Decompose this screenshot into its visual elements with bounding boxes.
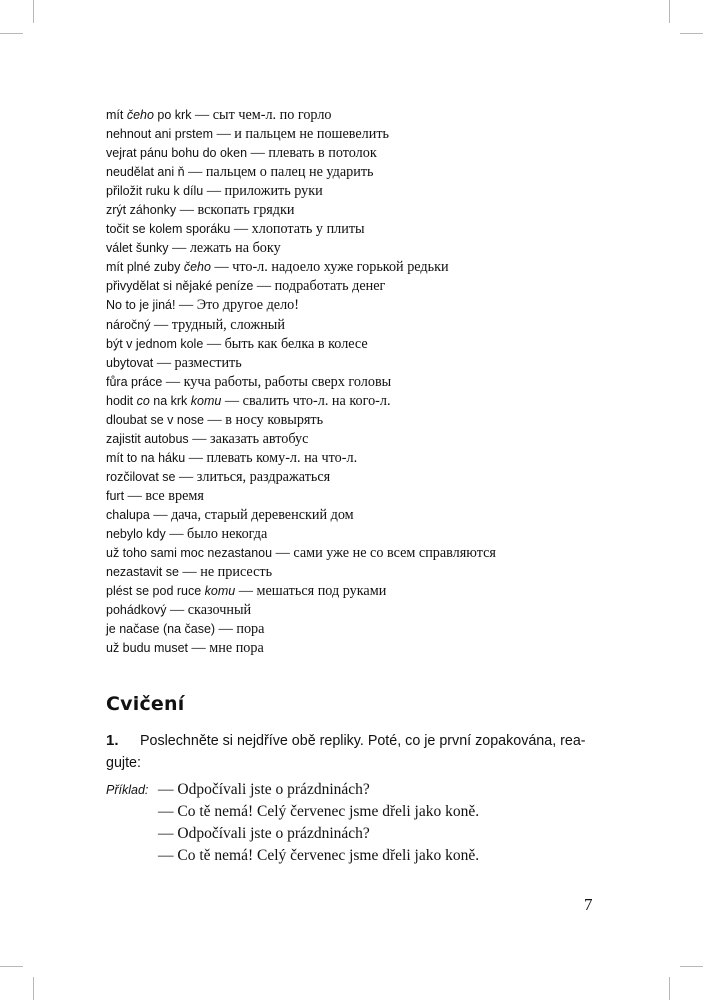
dash-separator: — xyxy=(247,145,269,162)
vocabulary-entry xyxy=(106,391,626,410)
dash-separator: — xyxy=(203,183,225,200)
russian-translation: лежать на боку xyxy=(189,240,281,257)
czech-term: ubytovat xyxy=(106,355,154,370)
czech-term: točit se kolem sporáku xyxy=(106,222,231,237)
czech-term: už toho sami moc nezastanou xyxy=(106,546,273,561)
russian-translation: пальцем о палец не ударить xyxy=(205,164,374,181)
dash-separator: — xyxy=(184,164,206,181)
dash-separator: — xyxy=(149,506,172,523)
vocabulary-entry xyxy=(106,372,626,391)
russian-translation: мешаться под руками xyxy=(256,583,387,600)
example-text: — Odpočívali jste o prázdninách? xyxy=(158,825,370,842)
czech-term: No to je jiná! xyxy=(106,298,176,313)
vocabulary-entry xyxy=(106,238,626,257)
russian-translation: вскопать грядки xyxy=(197,202,295,219)
dash-separator: — xyxy=(175,297,197,314)
crop-mark-top-right xyxy=(680,33,703,34)
russian-translation: Это другое дело! xyxy=(196,297,299,314)
example-text: — Co tě nemá! Celý červenec jsme dřeli jako koně. xyxy=(158,803,480,820)
czech-term: nezastavit se xyxy=(106,565,179,580)
vocabulary-entry xyxy=(106,410,626,429)
example-text: — Odpočívali jste o prázdninách? xyxy=(158,781,370,798)
vocabulary-entry xyxy=(106,467,626,486)
dash-separator: — xyxy=(253,278,275,295)
czech-term: hodit co na krk komu xyxy=(106,393,222,408)
russian-translation: сами уже не со всем справляются xyxy=(293,545,496,562)
russian-translation: плевать кому-л. на что-л. xyxy=(206,449,358,466)
exercise-1 xyxy=(106,730,602,774)
example-line xyxy=(106,823,626,845)
russian-translation: пора xyxy=(236,621,265,638)
russian-translation: сыт чем-л. по горло xyxy=(212,107,332,123)
vocabulary-entry xyxy=(106,124,626,143)
vocabulary-entry xyxy=(106,200,626,219)
vocabulary-entry xyxy=(106,353,626,372)
dash-separator: — xyxy=(188,640,210,657)
czech-term: válet šunky xyxy=(106,241,169,256)
czech-term: náročný xyxy=(106,317,151,332)
example-block xyxy=(106,779,626,867)
dash-separator: — xyxy=(230,221,252,238)
czech-term: přiložit ruku k dílu xyxy=(106,184,204,199)
vocabulary-list xyxy=(106,105,626,657)
czech-term: vejrat pánu bohu do oken xyxy=(106,146,248,161)
vocabulary-entry xyxy=(106,619,626,638)
crop-mark-top-left xyxy=(0,33,23,34)
dash-separator: — xyxy=(204,411,226,428)
czech-term: dloubat se v nose xyxy=(106,412,204,427)
dash-separator: — xyxy=(124,487,146,504)
vocabulary-entry xyxy=(106,543,626,562)
dash-separator: — xyxy=(210,259,233,276)
czech-term: být v jednom kole xyxy=(106,336,204,351)
vocabulary-entry xyxy=(106,334,626,353)
vocabulary-entry xyxy=(106,524,626,543)
crop-mark-bottom-right xyxy=(680,966,703,967)
vocabulary-entry xyxy=(106,257,626,276)
vocabulary-entry xyxy=(106,219,626,238)
vocabulary-entry xyxy=(106,505,626,524)
czech-term: nebylo kdy xyxy=(106,527,166,542)
czech-term: neudělat ani ň xyxy=(106,165,185,180)
russian-translation: заказать автобус xyxy=(209,430,309,447)
exercise-instruction-text: Poslechněte si nejdříve obě repliky. Poté, co je první zopakována, rea- xyxy=(140,733,586,749)
vocabulary-entry xyxy=(106,562,626,581)
russian-translation: быть как белка в колесе xyxy=(224,335,368,352)
vocabulary-entry xyxy=(106,581,626,600)
russian-translation: свалить что-л. на кого-л. xyxy=(242,392,391,409)
vocabulary-entry xyxy=(106,638,626,657)
czech-term: přivydělat si nějaké peníze xyxy=(106,279,254,294)
dash-separator: — xyxy=(213,126,235,143)
crop-mark-top-left-vertical xyxy=(33,0,34,23)
dash-separator: — xyxy=(176,202,198,219)
czech-term: zajistit autobus xyxy=(106,431,189,446)
dash-separator: — xyxy=(272,545,294,562)
crop-mark-bottom-right-vertical xyxy=(669,977,670,1000)
czech-term: mít čeho po krk xyxy=(106,108,192,122)
dash-separator: — xyxy=(235,583,257,600)
exercise-instruction-line-2: gujte: xyxy=(106,755,141,771)
vocabulary-entry xyxy=(106,143,626,162)
czech-term: mít plné zuby čeho xyxy=(106,260,211,275)
vocabulary-entry xyxy=(106,315,626,334)
dash-separator: — xyxy=(215,621,237,638)
exercise-number: 1. xyxy=(106,732,119,749)
crop-mark-bottom-left-vertical xyxy=(33,977,34,1000)
vocabulary-entry xyxy=(106,181,626,200)
example-text: — Co tě nemá! Celý červenec jsme dřeli jako koně. xyxy=(158,847,480,864)
dash-separator: — xyxy=(150,316,172,333)
vocabulary-entry xyxy=(106,295,626,314)
russian-translation: сказочный xyxy=(187,602,252,619)
dash-separator: — xyxy=(153,354,175,371)
czech-term: už budu muset xyxy=(106,641,188,656)
section-heading: Cvičení xyxy=(106,693,185,715)
dash-separator: — xyxy=(175,468,197,485)
russian-translation: не присесть xyxy=(200,564,273,581)
czech-term: fůra práce xyxy=(106,374,163,389)
dash-separator: — xyxy=(191,107,213,123)
czech-term: je načase (na čase) xyxy=(106,622,216,637)
russian-translation: трудный, сложный xyxy=(171,316,285,333)
dash-separator: — xyxy=(203,335,225,352)
czech-term: zrýt záhonky xyxy=(106,203,177,218)
vocabulary-entry xyxy=(106,486,626,505)
vocabulary-entry xyxy=(106,448,626,467)
exercise-instruction-line-1 xyxy=(106,730,602,752)
vocabulary-entry xyxy=(106,429,626,448)
vocabulary-entry xyxy=(106,600,626,619)
dash-separator: — xyxy=(165,526,188,543)
russian-translation: куча работы, работы сверх головы xyxy=(183,373,392,390)
czech-term: mít to na háku xyxy=(106,450,186,465)
dash-separator: — xyxy=(166,602,188,619)
czech-term: pohádkový xyxy=(106,603,167,618)
russian-translation: приложить руки xyxy=(224,183,323,200)
russian-translation: хлопотать у плиты xyxy=(251,221,365,238)
czech-term: plést se pod ruce komu xyxy=(106,584,236,599)
czech-term: chalupa xyxy=(106,507,150,522)
russian-translation: разместить xyxy=(174,354,242,371)
example-line xyxy=(106,779,626,801)
example-line xyxy=(106,845,626,867)
russian-translation: мне пора xyxy=(209,640,264,657)
czech-term: nehnout ani prstem xyxy=(106,127,214,142)
dash-separator: — xyxy=(185,449,207,466)
czech-term: furt xyxy=(106,488,125,503)
russian-translation: дача, старый деревенский дом xyxy=(171,506,354,523)
russian-translation: в носу ковырять xyxy=(225,411,324,428)
page-number: 7 xyxy=(584,895,593,914)
russian-translation: подработать денег xyxy=(274,278,386,295)
dash-separator: — xyxy=(162,373,184,390)
example-label: Příklad: xyxy=(106,783,149,797)
dash-separator: — xyxy=(178,564,201,581)
russian-translation: плевать в потолок xyxy=(268,145,377,162)
russian-translation: было некогда xyxy=(187,526,268,543)
example-line xyxy=(106,801,626,823)
vocabulary-entry xyxy=(106,276,626,295)
dash-separator: — xyxy=(168,240,190,257)
crop-mark-top-right-vertical xyxy=(669,0,670,23)
crop-mark-bottom-left xyxy=(0,966,23,967)
czech-term: rozčilovat se xyxy=(106,469,176,484)
vocabulary-entry xyxy=(106,105,626,124)
dash-separator: — xyxy=(188,430,210,447)
russian-translation: все время xyxy=(145,487,204,504)
russian-translation: злиться, раздражаться xyxy=(196,468,331,485)
russian-translation: и пальцем не пошевелить xyxy=(234,126,390,143)
dash-separator: — xyxy=(221,392,243,409)
russian-translation: что-л. надоело хуже горькой редьки xyxy=(232,259,449,276)
vocabulary-entry xyxy=(106,162,626,181)
